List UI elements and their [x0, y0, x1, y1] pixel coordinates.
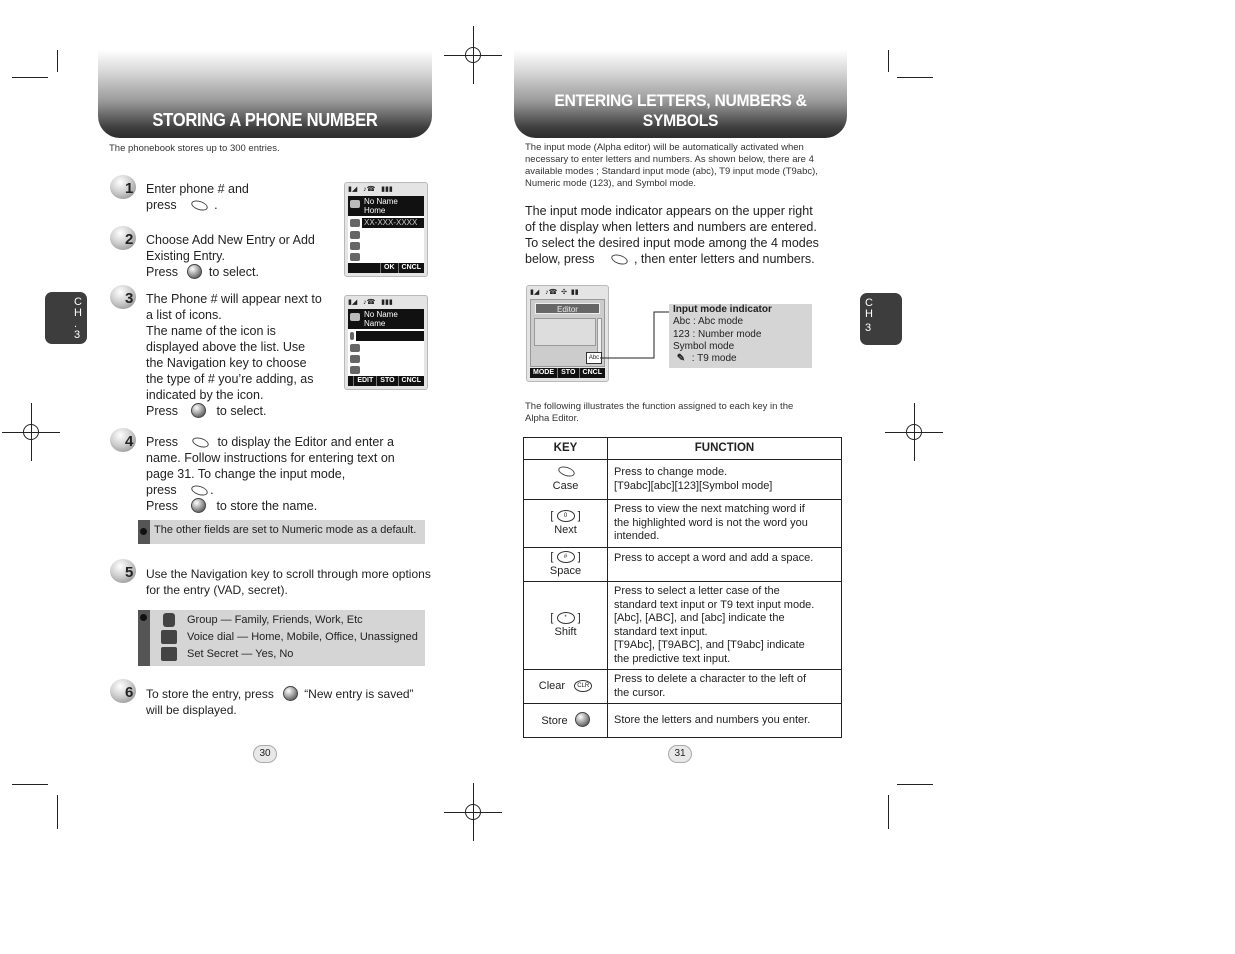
soft-key-icon	[190, 200, 208, 210]
crop-mark	[897, 784, 933, 785]
step-number: 4	[110, 428, 140, 454]
step-number: 2	[110, 226, 140, 252]
voice-dial-icon	[161, 630, 177, 644]
chapter-tab-left	[45, 292, 87, 344]
step-3-text: The Phone # will appear next to a list of icons. The name of the icon is displayed above the list. Use the Navigation key to choose the type of # you’re adding, as indicated by the icon. Press to select.	[146, 292, 322, 418]
clear-key-icon: CLR	[574, 680, 592, 692]
tab-letter: 3	[865, 322, 872, 334]
soft-key-bar: OK CNCL	[348, 263, 424, 273]
step-1-text: Enter phone # and press .	[146, 182, 249, 212]
soft-key-bar: MODE STO CNCL	[530, 368, 605, 378]
tab-letter: H	[865, 308, 873, 320]
tab-letter: .	[74, 318, 78, 330]
right-page-title: ENTERING LETTERS, NUMBERS & SYMBOLS	[554, 91, 807, 130]
step-6-text: To store the entry, press “New entry is saved” will be displayed.	[146, 687, 414, 717]
table-row: [ # ] Space Press to accept a word and add a space.	[524, 548, 842, 582]
step-number: 1	[110, 175, 140, 201]
indicator-line: Symbol mode	[673, 340, 735, 352]
phone-line: No Name	[364, 197, 398, 206]
editor-title: Editor	[535, 303, 600, 314]
step-4-text: Press to display the Editor and enter a name. Follow instructions for entering text on page 31. To change the input mode, press . Press to store the name.	[146, 435, 395, 513]
ok-key-icon	[191, 498, 206, 513]
indicator-line: : T9 mode	[691, 353, 737, 365]
step-number: 6	[110, 679, 140, 705]
page-number-left: 30	[253, 745, 277, 763]
callout-line	[600, 310, 672, 362]
ok-key-icon	[191, 403, 206, 418]
phone-screen-name-entry	[344, 295, 428, 390]
left-page-title: STORING A PHONE NUMBER	[152, 110, 378, 130]
table-intro: The following illustrates the function assigned to each key in the Alpha Editor.	[525, 401, 794, 424]
step-2-text: Choose Add New Entry or Add Existing Entry. Press to select.	[146, 233, 315, 279]
chapter-tab-right	[860, 293, 902, 345]
tab-letter: 3	[74, 329, 81, 341]
tab-letter: C	[865, 297, 873, 309]
editor-text-area	[534, 318, 596, 346]
indicator-line: 123 : Number mode	[673, 328, 762, 340]
note-text: The other fields are set to Numeric mode as a default.	[154, 524, 417, 536]
mode-indicator: Abc	[586, 352, 602, 364]
crop-mark	[897, 77, 933, 78]
note-entry-options	[138, 610, 425, 666]
table-row: Case Press to change mode. [T9abc][abc][123][Symbol mode]	[524, 460, 842, 500]
table-header-row	[524, 438, 842, 460]
registration-mark	[458, 797, 488, 827]
tab-letter: C	[74, 296, 82, 308]
left-title-banner	[98, 50, 432, 138]
right-intro: The input mode (Alpha editor) will be automatically activated when necessary to enter letters and numbers. As shown below, there are 4 available modes ; Standard input mode (abc), T9 input mode (T9abc), Numeric mode (123), and Symbol mode.	[525, 142, 818, 189]
table-row: [ 0 ] Next Press to view the next matching word if the highlighted word is not the word you intended.	[524, 500, 842, 548]
phone-line: No Name	[364, 310, 398, 319]
table-row: Store Store the letters and numbers you enter.	[524, 704, 842, 738]
ok-key-icon	[283, 686, 298, 701]
soft-key-icon	[191, 437, 209, 447]
case-key-icon	[557, 466, 575, 476]
soft-key-icon	[610, 254, 628, 264]
table-row: [ * ] Shift Press to select a letter case of the standard text input or T9 text input mode. [Abc], [ABC], and [abc] indicate the standard text input. [T9Abc], [T9ABC], and [T9abc] indicate the predictive text input.	[524, 582, 842, 670]
step-5-text: Use the Navigation key to scroll through more options for the entry (VAD, secret).	[146, 567, 431, 597]
right-title-banner	[514, 50, 847, 138]
crop-mark	[888, 795, 889, 829]
input-mode-indicator-box	[669, 304, 812, 368]
note-line: Voice dial — Home, Mobile, Office, Unassigned	[187, 631, 418, 643]
note-numeric-default	[138, 520, 425, 544]
group-icon	[163, 613, 175, 627]
zero-next-key-icon: 0	[557, 510, 575, 522]
header-key: KEY	[524, 438, 608, 460]
phone-line: Name	[364, 319, 386, 328]
phone-screen-editor	[526, 285, 609, 382]
table-row: Clear CLR Press to delete a character to the left of the cursor.	[524, 670, 842, 704]
left-intro: The phonebook stores up to 300 entries.	[109, 143, 280, 154]
soft-key-bar: EDIT STO CNCL	[348, 376, 424, 386]
t9-icon: ✎	[676, 353, 686, 365]
step-number: 5	[110, 559, 140, 585]
soft-key-icon	[190, 485, 208, 495]
star-shift-key-icon: *	[557, 612, 575, 624]
phone-number-field: XX-XXX-XXXX	[364, 218, 418, 227]
step-number: 3	[110, 285, 140, 311]
registration-mark	[899, 417, 929, 447]
secret-icon	[161, 647, 177, 661]
ok-key-icon	[187, 264, 202, 279]
phone-line: Home	[364, 206, 386, 215]
pound-space-key-icon: #	[557, 551, 575, 563]
crop-mark	[12, 77, 48, 78]
key-function-table	[523, 437, 842, 738]
note-line: Set Secret — Yes, No	[187, 648, 294, 660]
tab-letter: H	[74, 307, 82, 319]
note-line: Group — Family, Friends, Work, Etc	[187, 614, 363, 626]
crop-mark	[888, 50, 889, 72]
phone-screen-add-entry	[344, 182, 428, 277]
header-function: FUNCTION	[608, 438, 842, 460]
indicator-line: Abc : Abc mode	[673, 316, 744, 328]
indicator-title: Input mode indicator	[673, 304, 772, 315]
crop-mark	[57, 795, 58, 829]
status-bar: ▮◢ ♪☎ ▮▮▮	[348, 299, 393, 306]
input-mode-paragraph: The input mode indicator appears on the upper right of the display when letters and numbers are entered. To select the desired input mode among the 4 modes below, press , then enter letters and numbers.	[525, 204, 819, 266]
registration-mark	[458, 40, 488, 70]
ok-key-icon	[575, 712, 590, 727]
status-bar: ▮◢ ♪☎ ▮▮▮	[348, 186, 393, 193]
crop-mark	[57, 50, 58, 72]
registration-mark	[16, 417, 46, 447]
page-number-right: 31	[668, 745, 692, 763]
crop-mark	[12, 784, 48, 785]
status-bar: ▮◢ ♪☎ ✣ ▮▮	[530, 289, 579, 296]
